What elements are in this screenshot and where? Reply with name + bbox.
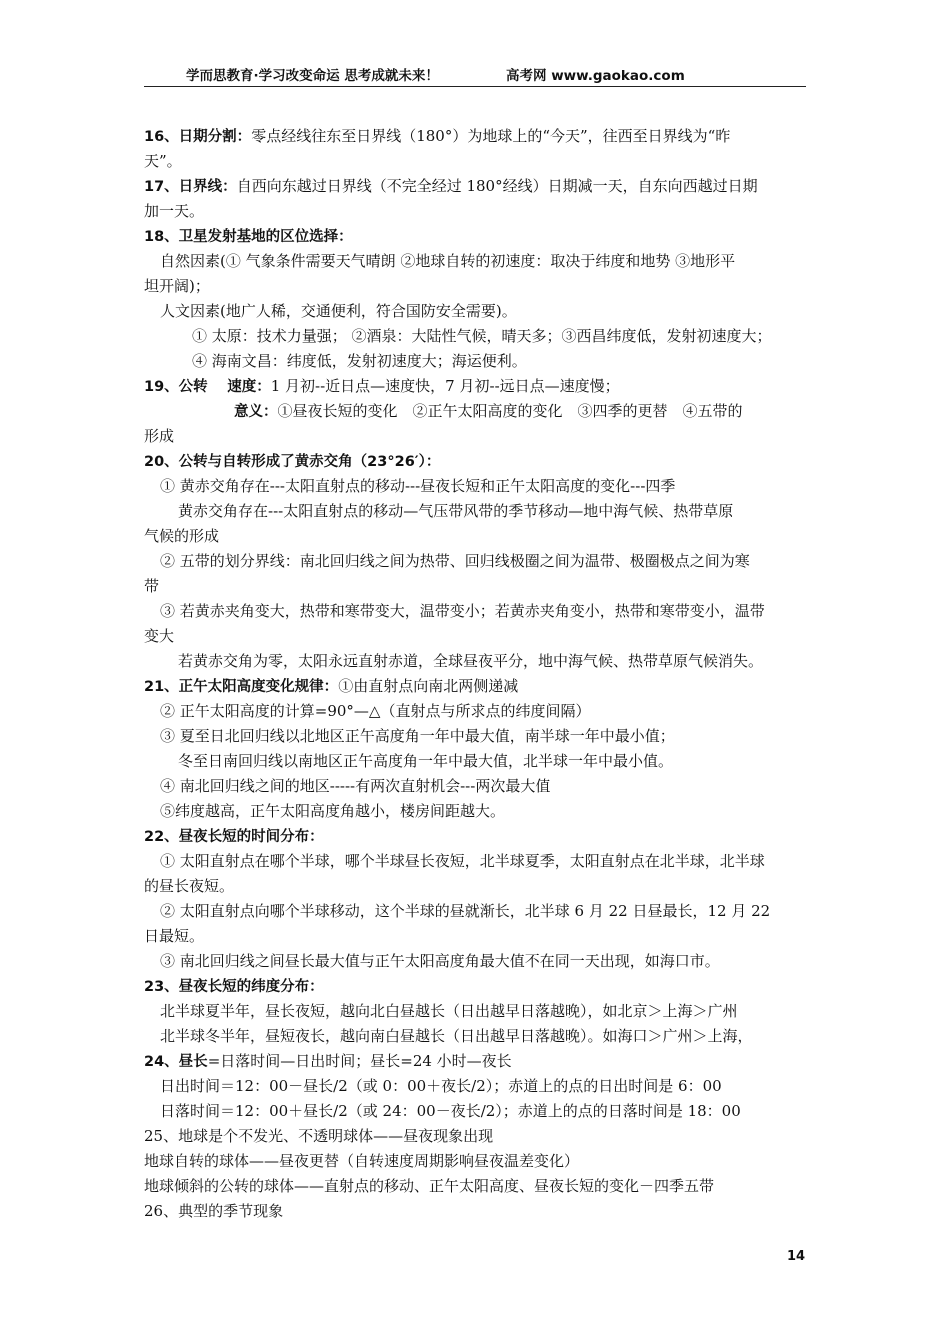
text-line	[144, 799, 812, 824]
text-line	[144, 924, 812, 949]
section-heading: 17、日界线：	[144, 179, 237, 195]
section-heading: 19、公转 速度：	[144, 379, 271, 395]
line-text: ⑤纬度越高，正午太阳高度角越小，楼房间距越大。	[160, 802, 506, 820]
section-heading: 18、卫星发射基地的区位选择：	[144, 229, 353, 245]
text-line	[144, 749, 812, 774]
line-text: 日最短。	[144, 927, 205, 945]
line-text: ①昼夜长短的变化 ②正午太阳高度的变化 ③四季的更替 ④五带的	[277, 402, 743, 420]
line-text: 地球倾斜的公转的球体——直射点的移动、正午太阳高度、昼夜长短的变化－四季五带	[144, 1177, 715, 1195]
line-text: 人文因素(地广人稀，交通便利，符合国防安全需要)。	[160, 302, 517, 320]
text-line	[144, 724, 812, 749]
text-line	[144, 624, 812, 649]
text-line	[144, 849, 812, 874]
header-website: 高考网 www.gaokao.com	[506, 68, 685, 84]
line-text: ③ 若黄赤夹角变大，热带和寒带变大，温带变小；若黄赤夹角变小，热带和寒带变小，温带	[160, 602, 765, 620]
text-line	[144, 324, 812, 349]
line-text: 1 月初--近日点—速度快，7 月初--远日点—速度慢；	[270, 377, 620, 395]
line-text: 自然因素(① 气象条件需要天气晴朗 ②地球自转的初速度：取决于纬度和地势 ③地形平	[160, 252, 736, 270]
text-line	[144, 774, 812, 799]
line-text: ③ 南北回归线之间昼长最大值与正午太阳高度角最大值不在同一天出现，如海口市。	[160, 952, 720, 970]
text-line	[144, 824, 812, 849]
line-text: =日落时间—日出时间；昼长=24 小时—夜长	[207, 1052, 512, 1070]
line-text: ① 黄赤交角存在---太阳直射点的移动---昼夜长短和正午太阳高度的变化---四季	[160, 477, 676, 495]
section-heading: 21、正午太阳高度变化规律：	[144, 679, 339, 695]
text-line	[144, 274, 812, 299]
text-line	[144, 899, 812, 924]
text-line	[144, 999, 812, 1024]
line-text: 26、典型的季节现象	[144, 1202, 284, 1220]
line-text: 天”。	[144, 152, 182, 170]
text-line	[144, 549, 812, 574]
text-line	[144, 874, 812, 899]
line-text: 地球自转的球体——昼夜更替（自转速度周期影响昼夜温差变化）	[144, 1152, 580, 1170]
line-text: ② 五带的划分界线：南北回归线之间为热带、回归线极圈之间为温带、极圈极点之间为寒	[160, 552, 750, 570]
line-text: ④ 海南文昌：纬度低，发射初速度大；海运便利。	[192, 352, 527, 370]
section-heading: 22、昼夜长短的时间分布：	[144, 829, 324, 845]
text-line	[144, 199, 812, 224]
text-line	[144, 1149, 812, 1174]
line-text: 坦开阔)；	[144, 277, 210, 295]
line-text: ④ 南北回归线之间的地区-----有两次直射机会---两次最大值	[160, 777, 551, 795]
document-body	[144, 124, 812, 1224]
line-text: 变大	[144, 627, 175, 645]
line-text: ② 正午太阳高度的计算=90°—△（直射点与所求点的纬度间隔）	[160, 702, 591, 720]
text-line	[144, 249, 812, 274]
line-text: 的昼长夜短。	[144, 877, 235, 895]
text-line	[144, 949, 812, 974]
text-line	[144, 674, 812, 699]
line-text: 加一天。	[144, 202, 205, 220]
text-line	[144, 449, 812, 474]
text-line	[144, 499, 812, 524]
text-line	[144, 574, 812, 599]
text-line	[144, 149, 812, 174]
text-line	[144, 1049, 812, 1074]
text-line	[144, 649, 812, 674]
line-text: 气候的形成	[144, 527, 220, 545]
line-text: 黄赤交角存在---太阳直射点的移动—气压带风带的季节移动—地中海气候、热带草原	[178, 502, 734, 520]
line-text: 北半球冬半年，昼短夜长，越向南白昼越长（日出越早日落越晚）。如海口＞广州＞上海，	[160, 1027, 753, 1045]
section-heading: 16、日期分割：	[144, 129, 252, 145]
line-text: 日落时间＝12：00＋昼长/2（或 24：00－夜长/2）；赤道上的点的日落时间是 18：00	[160, 1102, 741, 1120]
line-text: ② 太阳直射点向哪个半球移动，这个半球的昼就渐长，北半球 6 月 22 日昼最长，12 月 22	[160, 902, 771, 920]
text-line	[144, 224, 812, 249]
line-text: ① 太原：技术力量强； ②酒泉：大陆性气候，晴天多；③西昌纬度低，发射初速度大；	[192, 327, 772, 345]
section-heading: 意义：	[234, 404, 278, 420]
text-line	[144, 1074, 812, 1099]
section-heading: 20、公转与自转形成了黄赤交角（23°26′）：	[144, 454, 441, 470]
line-text: 零点经线往东至日界线（180°）为地球上的“今天”，往西至日界线为“昨	[251, 127, 731, 145]
line-text: ① 太阳直射点在哪个半球，哪个半球昼长夜短，北半球夏季，太阳直射点在北半球，北半球	[160, 852, 765, 870]
section-heading: 23、昼夜长短的纬度分布：	[144, 979, 324, 995]
text-line	[144, 1024, 812, 1049]
text-line	[144, 374, 812, 399]
text-line	[144, 599, 812, 624]
text-line	[144, 174, 812, 199]
text-line	[144, 299, 812, 324]
text-line	[144, 1099, 812, 1124]
text-line	[144, 1199, 812, 1224]
text-line	[144, 399, 812, 424]
text-line	[144, 474, 812, 499]
line-text: 带	[144, 577, 160, 595]
line-text: ①由直射点向南北两侧递减	[338, 677, 519, 695]
text-line	[144, 974, 812, 999]
section-heading: 24、昼长	[144, 1054, 208, 1070]
page-number: 14	[787, 1249, 806, 1264]
line-text: ③ 夏至日北回归线以北地区正午高度角一年中最大值，南半球一年中最小值；	[160, 727, 675, 745]
text-line	[144, 349, 812, 374]
line-text: 日出时间＝12：00－昼长/2（或 0：00＋夜长/2）；赤道上的点的日出时间是 6：00	[160, 1077, 722, 1095]
text-line	[144, 524, 812, 549]
line-text: 形成	[144, 427, 175, 445]
line-text: 北半球夏半年，昼长夜短，越向北白昼越长（日出越早日落越晚），如北京＞上海＞广州	[160, 1002, 738, 1020]
header-slogan: 学而思教育·学习改变命运 思考成就未来！	[186, 68, 439, 84]
text-line	[144, 124, 812, 149]
line-text: 自西向东越过日界线（不完全经过 180°经线）日期减一天，自东向西越过日期	[236, 177, 758, 195]
text-line	[144, 1124, 812, 1149]
page-header	[144, 62, 806, 87]
text-line	[144, 1174, 812, 1199]
line-text: 冬至日南回归线以南地区正午高度角一年中最大值，北半球一年中最小值。	[178, 752, 674, 770]
line-text: 若黄赤交角为零，太阳永远直射赤道，全球昼夜平分，地中海气候、热带草原气候消失。	[178, 652, 764, 670]
text-line	[144, 424, 812, 449]
text-line	[144, 699, 812, 724]
line-text: 25、地球是个不发光、不透明球体——昼夜现象出现	[144, 1127, 494, 1145]
